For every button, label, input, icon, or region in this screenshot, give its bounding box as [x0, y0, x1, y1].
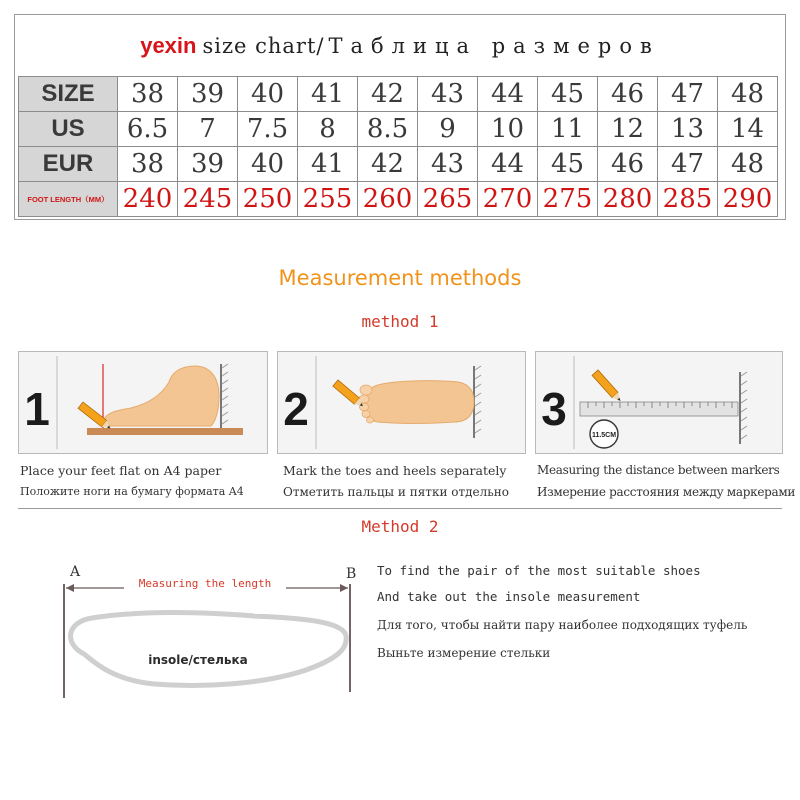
method2-line3: Для того, чтобы найти пару наиболее подходящих туфель	[377, 618, 748, 632]
step-number: 2	[283, 383, 309, 435]
size-cell: 40	[238, 147, 298, 182]
foot-on-paper-illustration	[19, 352, 267, 453]
size-cell: 44	[478, 147, 538, 182]
size-cell: 275	[538, 182, 598, 217]
step3-caption-en: Measuring the distance between markers	[537, 463, 780, 477]
point-a-label: A	[70, 564, 81, 580]
size-cell: 11	[538, 112, 598, 147]
size-cell: 45	[538, 147, 598, 182]
size-cell: 265	[418, 182, 478, 217]
size-cell: 10	[478, 112, 538, 147]
size-cell: 240	[118, 182, 178, 217]
size-table-row	[19, 77, 778, 112]
method2-line1: To find the pair of the most suitable shoes	[377, 563, 701, 578]
size-chart	[14, 14, 786, 220]
size-cell: 40	[238, 77, 298, 112]
method2-title: Method 2	[361, 517, 439, 536]
size-cell: 270	[478, 182, 538, 217]
row-header: EUR	[19, 147, 118, 182]
size-cell: 285	[658, 182, 718, 217]
step2-caption-en: Mark the toes and heels separately	[283, 463, 507, 478]
step2-panel	[277, 351, 526, 454]
row-header: SIZE	[19, 77, 118, 112]
size-cell: 42	[358, 77, 418, 112]
size-cell: 14	[718, 112, 778, 147]
size-cell: 48	[718, 77, 778, 112]
step1-caption-ru: Положите ноги на бумагу формата A4	[20, 485, 244, 498]
size-cell: 280	[598, 182, 658, 217]
method2-line2: And take out the insole measurement	[377, 589, 641, 604]
method2-line4: Выньте измерение стельки	[377, 646, 551, 660]
step1-caption-en: Place your feet flat on A4 paper	[20, 463, 222, 478]
step3-caption-ru: Измерение расстояния между маркерами	[537, 485, 796, 499]
size-cell: 7	[178, 112, 238, 147]
size-cell: 12	[598, 112, 658, 147]
measurement-methods-title: Measurement methods	[278, 266, 522, 290]
size-cell: 13	[658, 112, 718, 147]
size-cell: 245	[178, 182, 238, 217]
measurement-badge: 11.5CM	[591, 432, 617, 439]
size-cell: 38	[118, 77, 178, 112]
size-cell: 255	[298, 182, 358, 217]
size-cell: 290	[718, 182, 778, 217]
size-cell: 48	[718, 147, 778, 182]
size-cell: 42	[358, 147, 418, 182]
size-cell: 39	[178, 147, 238, 182]
size-cell: 45	[538, 77, 598, 112]
step2-caption-ru: Отметить пальцы и пятки отдельно	[283, 485, 509, 499]
size-table-row	[19, 182, 778, 217]
size-cell: 38	[118, 147, 178, 182]
measuring-length-label: Measuring the length	[138, 577, 272, 590]
size-cell: 41	[298, 147, 358, 182]
size-table	[18, 76, 778, 217]
insole-illustration	[44, 560, 364, 710]
step1-panel	[18, 351, 268, 454]
row-header: US	[19, 112, 118, 147]
size-cell: 39	[178, 77, 238, 112]
size-cell: 43	[418, 77, 478, 112]
step-number: 1	[24, 383, 50, 435]
size-cell: 8	[298, 112, 358, 147]
chart-title-en: size chart/	[202, 34, 325, 58]
size-cell: 44	[478, 77, 538, 112]
size-cell: 250	[238, 182, 298, 217]
size-cell: 46	[598, 77, 658, 112]
size-cell: 47	[658, 77, 718, 112]
size-cell: 41	[298, 77, 358, 112]
section-divider	[18, 508, 782, 509]
size-cell: 260	[358, 182, 418, 217]
size-table-row	[19, 112, 778, 147]
size-cell: 7.5	[238, 112, 298, 147]
insole-label: insole/стелька	[148, 653, 248, 667]
size-cell: 9	[418, 112, 478, 147]
size-cell: 8.5	[358, 112, 418, 147]
brand-logo: yexin	[140, 33, 197, 58]
point-b-label: B	[346, 566, 357, 582]
step-number: 3	[541, 383, 567, 435]
chart-title-ru: Таблица размеров	[328, 34, 660, 58]
size-cell: 46	[598, 147, 658, 182]
chart-title	[15, 15, 785, 73]
step3-panel	[535, 351, 783, 454]
size-cell: 6.5	[118, 112, 178, 147]
mark-toes-illustration	[278, 352, 525, 453]
size-cell: 43	[418, 147, 478, 182]
size-table-row	[19, 147, 778, 182]
method1-title: method 1	[361, 312, 439, 331]
measure-distance-illustration	[536, 352, 782, 453]
row-header: FOOT LENGTH（MM）	[19, 182, 118, 217]
size-cell: 47	[658, 147, 718, 182]
